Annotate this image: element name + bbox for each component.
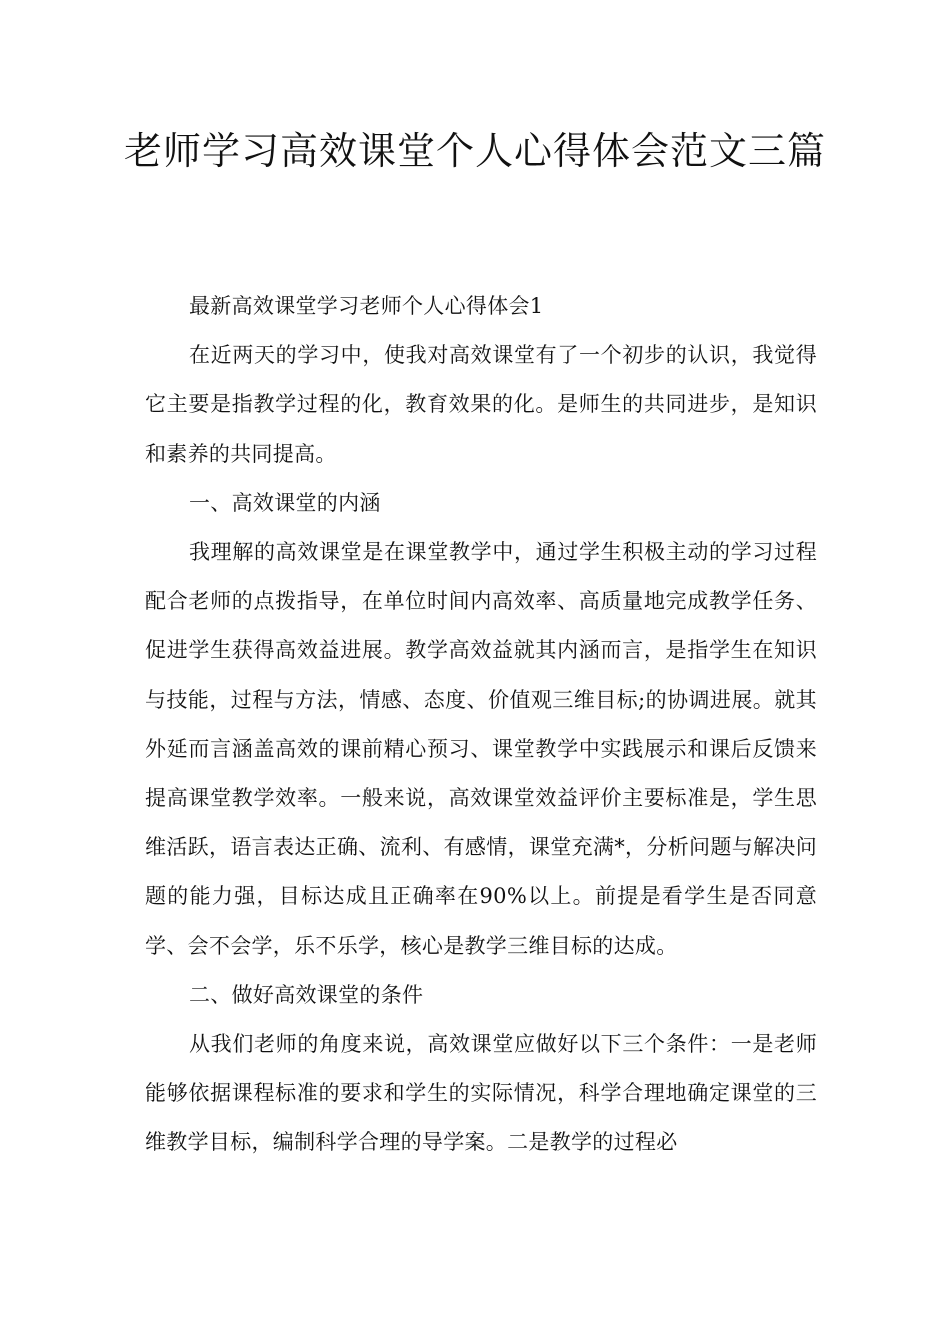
paragraph: 我理解的高效课堂是在课堂教学中，通过学生积极主动的学习过程配合老师的点拨指导，在单位时间内高效率、高质量地完成教学任务、促进学生获得高效益进展。教学高效益就其内涵而言，是指学生在知识与技能，过程与方法，情感、态度、价值观三维目标;的协调进展。就其外延而言涵盖高效的课前精心预习、课堂教学中实践展示和课后反馈来提高课堂教学效率。一般来说，高效课堂效益评价主要标准是，学生思维活跃，语言表达正确、流利、有感情，课堂充满*，分析问题与解决问题的能力强，目标达成且正确率在90%以上。前提是看学生是否同意学、会不会学，乐不乐学，核心是教学三维目标的达成。 [145,540,817,958]
document-body [145,282,817,1168]
section-heading: 一、高效课堂的内涵 [189,490,381,515]
paragraph: 在近两天的学习中，使我对高效课堂有了一个初步的认识，我觉得它主要是指教学过程的化，教育效果的化。是师生的共同进步，是知识和素养的共同提高。 [145,343,817,466]
document-title: 老师学习高效课堂个人心得体会范文三篇 [123,129,826,173]
section-heading: 二、做好高效课堂的条件 [189,982,424,1007]
paragraph-subtitle: 最新高效课堂学习老师个人心得体会1 [189,294,544,318]
paragraph: 从我们老师的角度来说，高效课堂应做好以下三个条件：一是老师能够依据课程标准的要求和学生的实际情况，科学合理地确定课堂的三维教学目标，编制科学合理的导学案。二是教学的过程必 [145,1032,817,1155]
